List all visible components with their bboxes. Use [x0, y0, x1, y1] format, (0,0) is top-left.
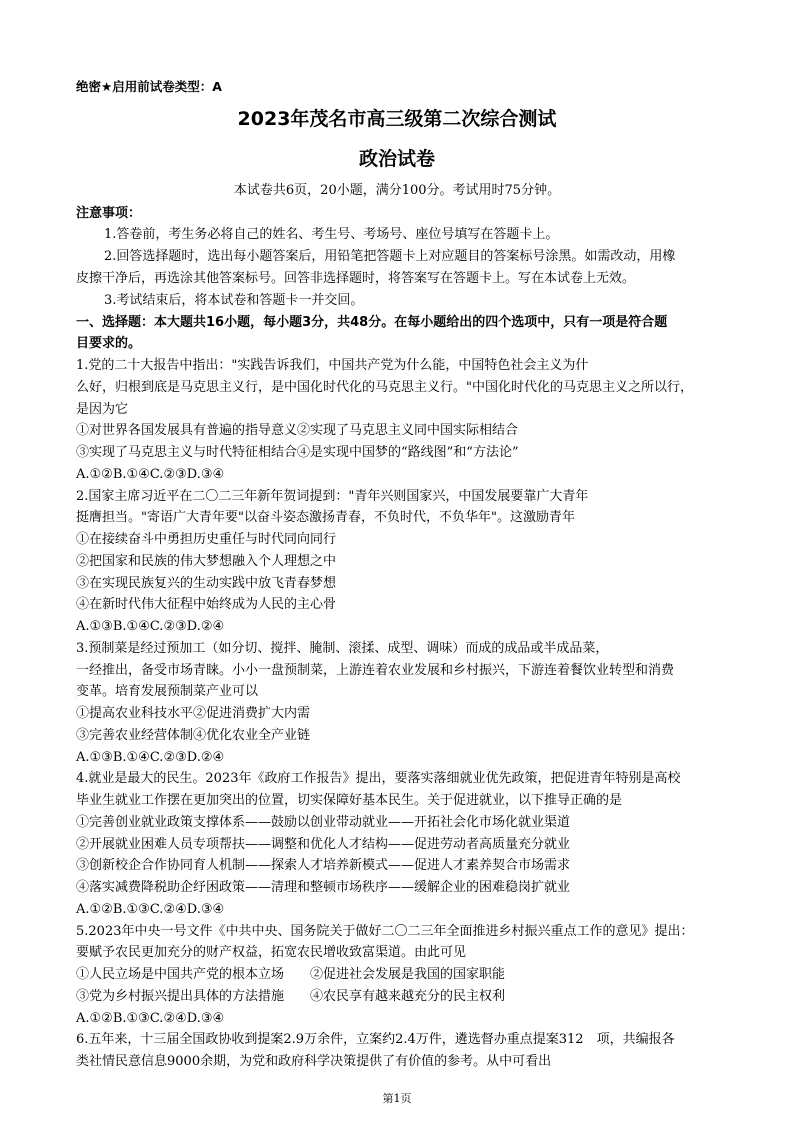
- q4-stem: 4.就业是最大的民生。2023年《政府工作报告》提出，要落实落细就业优先政策，把促进青年特别是高校: [76, 771, 681, 786]
- note-item-continued: 皮擦干净后，再选涂其他答案标号。回答非选择题时，将答案写在答题卡上。写在本试卷上无效。: [76, 271, 636, 286]
- q5-option: ①人民立场是中国共产党的根本立场 ②促进社会发展是我国的国家职能: [76, 967, 506, 982]
- note-item: 1.答卷前，考生务必将自己的姓名、考生号、考场号、座位号填写在答题卡上。: [104, 227, 559, 242]
- q1-stem: 么好，归根到底是马克思主义行，是中国化时代化的马克思主义行。"中国化时代化的马克思主义之所以行，: [76, 380, 693, 395]
- exam-title: 2023年茂名市高三级第二次综合测试: [237, 108, 557, 130]
- q5-option: ③党为乡村振兴提出具体的方法措施 ④农民享有越来越充分的民主权利: [76, 989, 506, 1004]
- q2-option: ③在实现民族复兴的生动实践中放飞青春梦想: [76, 576, 337, 591]
- q2-option: ②把国家和民族的伟大梦想融入个人理想之中: [76, 554, 337, 569]
- q4-stem: 毕业生就业工作摆在更加突出的位置，切实保障好基本民生。关于促进就业，以下推导正确的是: [76, 793, 623, 808]
- q3-option: ①提高农业科技水平②促进消费扩大内需: [76, 706, 311, 721]
- q2-option: ①在接续奋斗中勇担历史重任与时代同向同行: [76, 532, 337, 547]
- notes-heading: 注意事项：: [76, 206, 142, 221]
- q5-stem: 要赋予农民更加充分的财产权益，拓宽农民增收致富渠道。由此可见: [76, 945, 467, 960]
- exam-info: 本试卷共6页，20小题，满分100分。考试用时75分钟。: [233, 183, 561, 198]
- q4-answers: A.①②B.①③C.②④D.③④: [76, 902, 225, 917]
- section-heading: 一、选择题：本大题共16小题，每小题3分，共48分。在每小题给出的四个选项中，只有一项是符合题: [76, 315, 668, 330]
- q3-stem: 3.预制菜是经过预加工（如分切、搅拌、腌制、滚揉、成型、调味）而成的成品或半成品菜，: [76, 641, 609, 656]
- q1-option: ①对世界各国发展具有普遍的指导意义②实现了马克思主义同中国实际相结合: [76, 423, 519, 438]
- q1-stem: 1.党的二十大报告中指出："实践告诉我们，中国共产党为什么能，中国特色社会主义为什: [76, 358, 589, 373]
- note-item: 3.考试结束后，将本试卷和答题卡一并交回。: [104, 293, 364, 308]
- q6-stem: 类社情民意信息9000余期，为党和政府科学决策提供了有价值的参考。从中可看出: [76, 1054, 552, 1069]
- q4-option: ②开展就业困难人员专项帮扶——调整和优化人才结构——促进劳动者高质量充分就业: [76, 837, 571, 852]
- q4-option: ④落实减费降税助企纾困政策——清理和整顿市场秩序——缓解企业的困难稳岗扩就业: [76, 880, 571, 895]
- q5-answers: A.①②B.①③C.②④D.③④: [76, 1011, 225, 1026]
- q2-option: ④在新时代伟大征程中始终成为人民的主心骨: [76, 597, 337, 612]
- q1-stem: 是因为它: [76, 402, 129, 417]
- q1-answers: A.①②B.①④C.②③D.③④: [76, 467, 225, 482]
- page-number: 第1页: [382, 1092, 412, 1105]
- q3-stem: 一经推出，备受市场青睐。小小一盘预制菜，上游连着农业发展和乡村振兴，下游连着餐饮业转型和消费: [76, 663, 675, 678]
- q3-option: ③完善农业经营体制④优化农业全产业链: [76, 728, 311, 743]
- q1-option: ③实现了马克思主义与时代特征相结合④是实现中国梦的“路线图”和“方法论”: [76, 445, 519, 460]
- q5-stem: 5.2023年中央一号文件《中共中央、国务院关于做好二〇二三年全面推进乡村振兴重点工作的意见》提出：: [76, 924, 694, 939]
- q4-option: ③创新校企合作协同育人机制——探索人才培养新模式——促进人才素养契合市场需求: [76, 858, 571, 873]
- q2-answers: A.①③B.①④C.②③D.②④: [76, 619, 225, 634]
- q4-option: ①完善创业就业政策支撑体系——鼓励以创业带动就业——开拓社会化市场化就业渠道: [76, 815, 571, 830]
- q2-stem: 挺膺担当。"寄语广大青年要"以奋斗姿态激扬青春，不负时代，不负华年"。这激励青年: [76, 510, 575, 525]
- note-item: 2.回答选择题时，选出每小题答案后，用铅笔把答题卡上对应题目的答案标号涂黑。如需改动，用橡: [104, 249, 676, 264]
- exam-subtitle: 政治试卷: [358, 148, 435, 170]
- section-heading-continued: 目要求的。: [76, 336, 142, 351]
- secret-label: 绝密★启用前试卷类型：A: [76, 79, 222, 94]
- q2-stem: 2.国家主席习近平在二〇二三年新年贺词提到："青年兴则国家兴，中国发展要靠广大青年: [76, 489, 589, 504]
- q3-stem: 变革。培育发展预制菜产业可以: [76, 684, 259, 699]
- q3-answers: A.①③B.①④C.②③D.②④: [76, 750, 225, 765]
- q6-stem: 6.五年来，十三届全国政协收到提案2.9万余件，立案约2.4万件，遴选督办重点提案312 项，共编报各: [76, 1032, 675, 1047]
